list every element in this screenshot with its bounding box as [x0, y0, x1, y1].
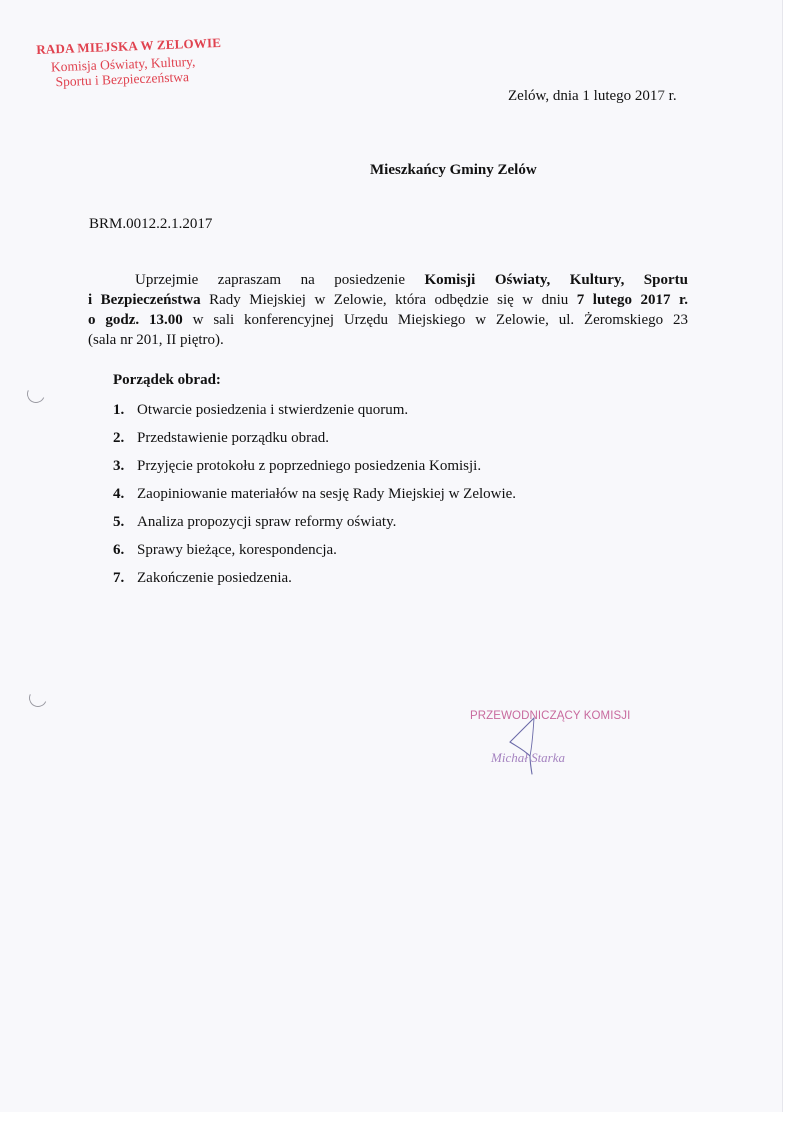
date-suffix: r. — [664, 88, 677, 104]
agenda-item — [113, 540, 516, 568]
meeting-location: w sali konferencyjnej Urzędu Miejskiego w Zelowie, ul. Żeromskiego 23 — [182, 312, 689, 328]
committee-name: Komisji Oświaty, Kultury, Sportu — [424, 272, 688, 288]
page-margin — [0, 1112, 793, 1123]
agenda-item-number: 2. — [113, 430, 125, 446]
agenda-item-text: Zakończenie posiedzenia. — [137, 570, 292, 586]
document-date — [508, 88, 677, 105]
handwritten-signature-icon — [504, 716, 544, 776]
committee-name-cont: i Bezpieczeństwa — [88, 292, 201, 308]
council-stamp — [36, 34, 238, 90]
invitation-line-2 — [88, 290, 688, 310]
agenda-item-number: 4. — [113, 486, 125, 502]
invitation-line-1 — [88, 270, 688, 290]
chairman-signature-stamp — [470, 708, 650, 778]
agenda-item-text: Zaopiniowanie materiałów na sesję Rady Miejskiej w Zelowie. — [137, 486, 517, 502]
agenda-item — [113, 400, 516, 428]
agenda-item-text: Przyjęcie protokołu z poprzedniego posiedzenia Komisji. — [137, 458, 482, 474]
agenda-item-text: Sprawy bieżące, korespondencja. — [137, 542, 337, 558]
reference-number: BRM.0012.2.1.2017 — [89, 216, 213, 232]
agenda-item-number: 5. — [113, 514, 125, 530]
agenda-item-text: Analiza propozycji spraw reformy oświaty. — [137, 514, 397, 530]
invitation-line-3 — [88, 310, 688, 330]
agenda-item-text: Przedstawienie porządku obrad. — [137, 430, 330, 446]
agenda-item-number: 1. — [113, 402, 125, 418]
agenda-item — [113, 428, 516, 456]
agenda-item-number: 3. — [113, 458, 125, 474]
agenda-item — [113, 512, 516, 540]
stamp-line-1: Komisja Oświaty, Kultury, — [50, 53, 196, 75]
invitation-line-4: (sala nr 201, II piętro). — [88, 332, 224, 348]
agenda-item-number: 6. — [113, 542, 125, 558]
signature-title: PRZEWODNICZĄCY KOMISJI — [470, 710, 631, 722]
agenda-item — [113, 456, 516, 484]
date-handwritten-digit: 7 — [657, 88, 665, 104]
stamp-line-2: Sportu i Bezpieczeństwa — [55, 69, 190, 90]
agenda-item-text: Otwarcie posiedzenia i stwierdzenie quorum. — [137, 402, 409, 418]
agenda-list — [113, 400, 516, 596]
meeting-time: o godz. 13.00 — [88, 312, 183, 328]
invitation-text: Rady Miejskiej w Zelowie, która odbędzie się w dniu — [200, 292, 577, 308]
invitation-text: Uprzejmie zapraszam na posiedzenie — [135, 272, 425, 288]
agenda-item — [113, 484, 516, 512]
date-prefix: Zelów, dnia 1 lutego 201 — [508, 88, 658, 104]
addressee: Mieszkańcy Gminy Zelów — [370, 162, 537, 178]
agenda-item — [113, 568, 516, 596]
stamp-title: RADA MIEJSKA W ZELOWIE — [36, 34, 222, 57]
agenda-item-number: 7. — [113, 570, 125, 586]
invitation-paragraph — [88, 270, 688, 350]
meeting-date: 7 lutego 2017 r. — [576, 292, 688, 308]
agenda-title: Porządek obrad: — [113, 372, 221, 388]
signature-name: Michał Starka — [491, 750, 566, 765]
